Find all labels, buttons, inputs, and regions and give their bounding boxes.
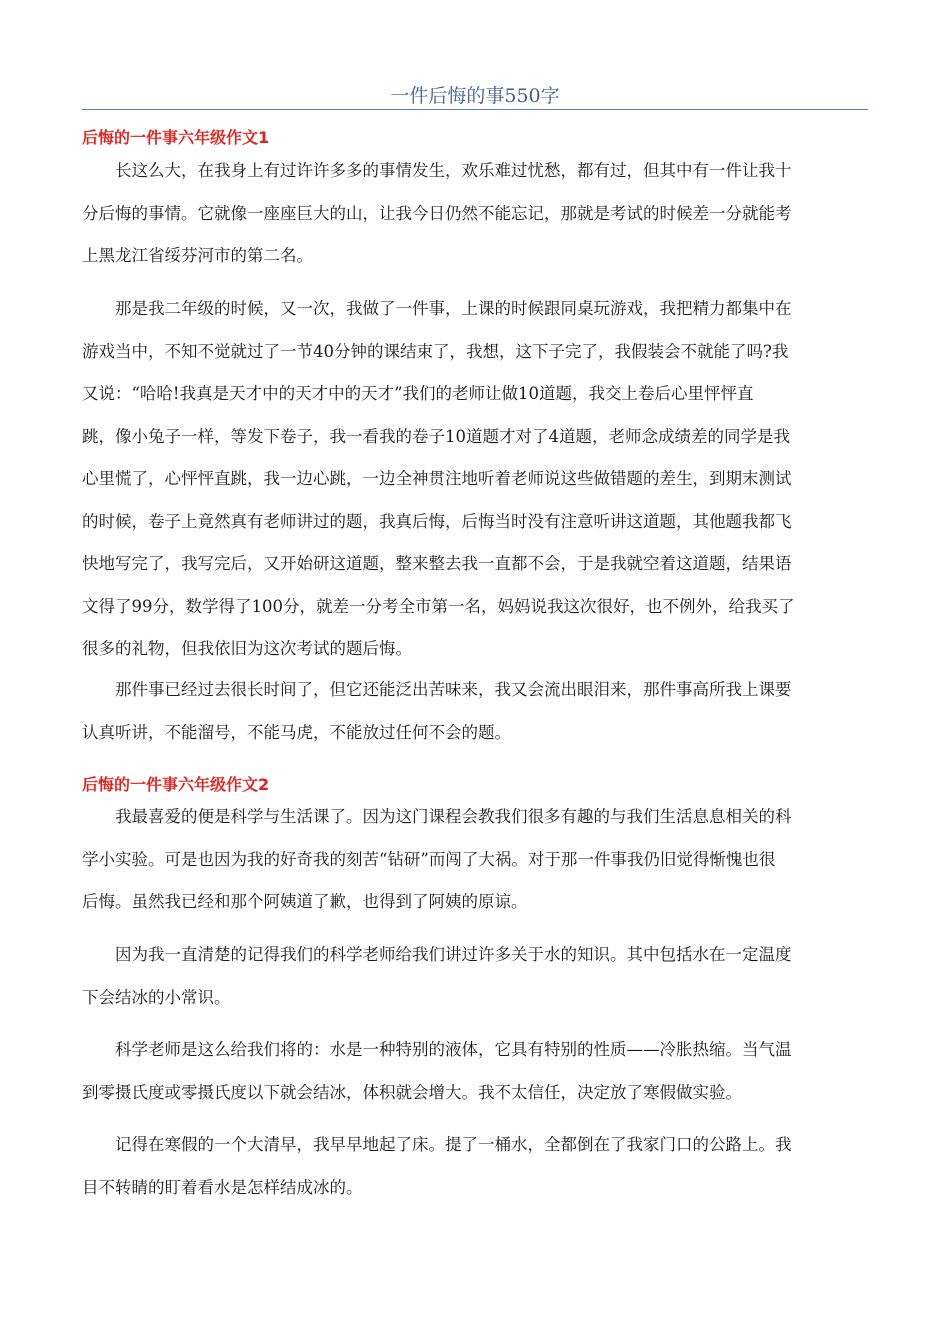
text-line: 的时候，卷子上竟然真有老师讲过的题，我真后悔，后悔当时没有注意听讲这道题，其他题我都飞 <box>82 511 792 531</box>
text-line: 科学老师是这么给我们将的：水是一种特别的液体，它具有特别的性质——冷胀热缩。当气温 <box>115 1040 792 1059</box>
text-line: 分后悔的事情。它就像一座座巨大的山，让我今日仍然不能忘记，那就是考试的时候差一分就能考 <box>82 203 792 223</box>
text-line: 那件事已经过去很长时间了，但它还能泛出苦味来，我又会流出眼泪来，那件事高所我上课要 <box>115 680 792 699</box>
paragraph <box>82 1029 868 1114</box>
text-line: 下会结冰的小常识。 <box>82 987 231 1007</box>
text-line: 目不转睛的盯着看水是怎样结成冰的。 <box>82 1177 363 1197</box>
text-line: 跳，像小兔子一样，等发下卷子，我一看我的卷子10道题才对了4道题，老师念成绩差的同学是我 <box>82 426 790 446</box>
text-line: 文得了99分，数学得了100分，就差一分考全市第一名，妈妈说我这次很好，也不例外，给我买了 <box>82 596 795 616</box>
text-line: 又说：“哈哈!我真是天才中的天才中的天才”我们的老师让做10道题，我交上卷后心里怦怦直 <box>82 384 754 403</box>
text-line: 很多的礼物，但我依旧为这次考试的题后悔。 <box>82 639 412 658</box>
paragraph <box>82 288 868 671</box>
text-line: 因为我一直清楚的记得我们的科学老师给我们讲过许多关于水的知识。其中包括水在一定温度 <box>115 945 792 964</box>
text-line: 我最喜爱的便是科学与生活课了。因为这门课程会教我们很多有趣的与我们生活息息相关的科 <box>115 807 792 826</box>
text-line: 记得在寒假的一个大清早，我早早地起了床。提了一桶水，全都倒在了我家门口的公路上。我 <box>115 1135 792 1154</box>
text-line: 游戏当中，不知不觉就过了一节40分钟的课结束了，我想，这下子完了，我假装会不就能了吗?我 <box>82 341 789 361</box>
text-line: 那是我二年级的时候，又一次，我做了一件事，上课的时候跟同桌玩游戏，我把精力都集中在 <box>115 299 792 318</box>
paragraph <box>82 1124 868 1209</box>
text-line: 后悔。虽然我已经和那个阿姨道了歉，也得到了阿姨的原谅。 <box>82 892 528 911</box>
text-line: 上黑龙江省绥芬河市的第二名。 <box>82 246 313 265</box>
title-divider <box>82 109 868 110</box>
section-heading-1: 后悔的一件事六年级作文1 <box>82 128 270 147</box>
text-line: 认真听讲，不能溜号，不能马虎，不能放过任何不会的题。 <box>82 722 511 742</box>
text-line: 心里慌了，心怦怦直跳，我一边心跳，一边全神贯注地听着老师说这些做错题的差生，到期末测试 <box>82 469 792 488</box>
paragraph <box>82 796 868 924</box>
text-line: 快地写完了，我写完后，又开始研这道题，整来整去我一直都不会，于是我就空着这道题，结果语 <box>82 554 792 573</box>
paragraph <box>82 150 868 278</box>
text-line: 到零摄氏度或零摄氏度以下就会结冰，体积就会增大。我不太信任，决定放了寒假做实验。 <box>82 1082 742 1102</box>
section-heading-2: 后悔的一件事六年级作文2 <box>82 775 270 794</box>
text-line: 长这么大，在我身上有过许许多多的事情发生，欢乐难过忧愁，都有过，但其中有一件让我十 <box>115 161 792 180</box>
paragraph <box>82 669 868 754</box>
text-line: 学小实验。可是也因为我的好奇我的刻苦“钻研”而闯了大祸。对于那一件事我仍旧觉得惭愧也很 <box>82 849 776 869</box>
document-title: 一件后悔的事550字 <box>390 85 560 107</box>
paragraph <box>82 934 868 1019</box>
